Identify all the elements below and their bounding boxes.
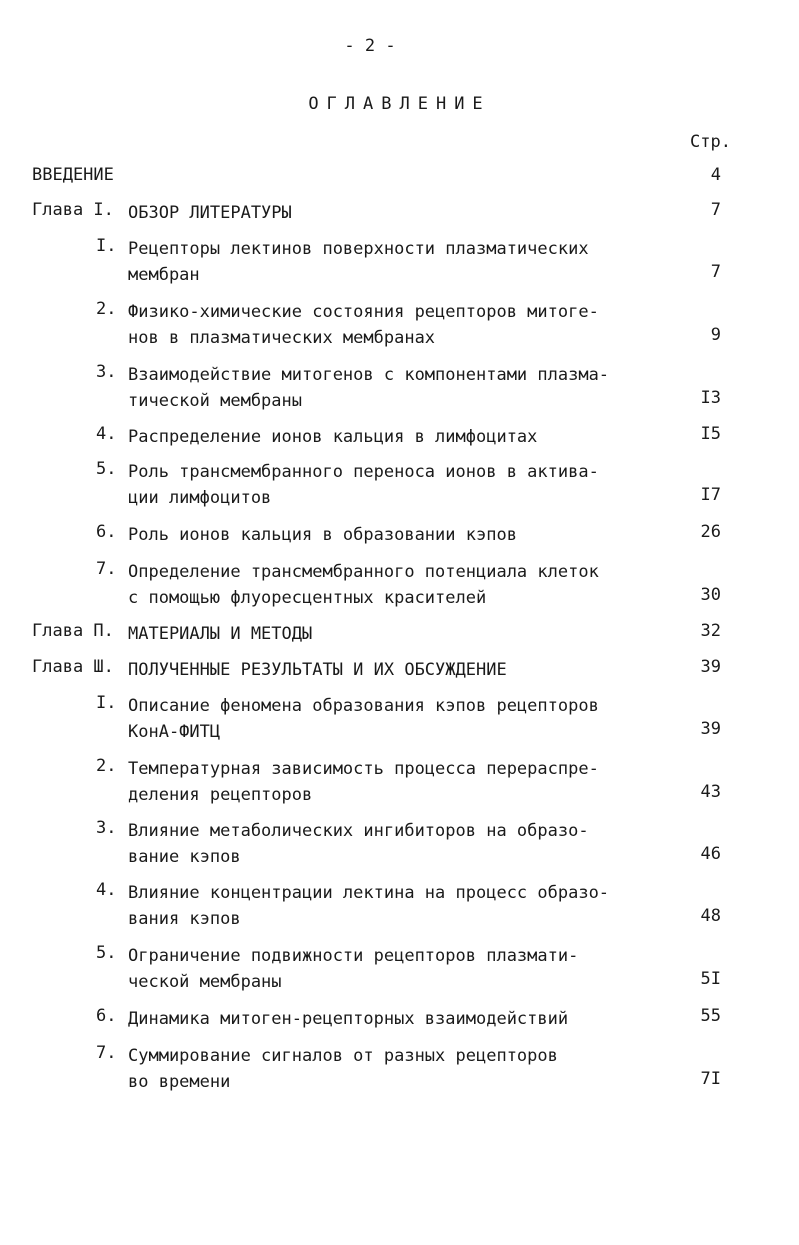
toc-page: 39 <box>700 657 721 677</box>
item-number: I. <box>96 236 117 256</box>
chapter-label: Глава Ш. <box>32 657 114 677</box>
item-text: Ограничение подвижности рецепторов плазмати- ческой мембраны <box>128 946 579 992</box>
page-title: ОГЛАВЛЕНИЕ <box>308 94 491 114</box>
item-text: Температурная зависимость процесса перераспре- деления рецепторов <box>128 759 599 805</box>
item-text: Взаимодействие митогенов с компонентами плазма- тической мембраны <box>128 365 610 411</box>
toc-page: 9 <box>710 325 721 345</box>
item-number: 5. <box>96 943 117 963</box>
item-text: Влияние метаболических ингибиторов на образо- вание кэпов <box>128 821 589 867</box>
item-number: 4. <box>96 880 117 900</box>
toc-page: 55 <box>700 1006 721 1026</box>
toc-page: 4 <box>710 165 721 185</box>
item-number: I. <box>96 693 117 713</box>
chapter-title: МАТЕРИАЛЫ И МЕТОДЫ <box>128 624 313 644</box>
item-text: Влияние концентрации лектина на процесс образо- вания кэпов <box>128 883 610 929</box>
item-text: Динамика митоген-рецепторных взаимодействий <box>128 1009 569 1029</box>
item-number: 3. <box>96 818 117 838</box>
chapter-label: Глава I. <box>32 200 114 220</box>
toc-page: 5I <box>700 969 721 989</box>
toc-page: 7 <box>710 262 721 282</box>
toc-page: I3 <box>700 388 721 408</box>
item-number: 4. <box>96 424 117 444</box>
toc-page: 43 <box>700 782 721 802</box>
toc-page: 7I <box>700 1069 721 1089</box>
item-number: 2. <box>96 756 117 776</box>
page-column-label: Стр. <box>690 132 731 152</box>
toc-page: 46 <box>700 844 721 864</box>
item-text: Определение трансмембранного потенциала клеток с помощью флуоресцентных красителей <box>128 562 599 608</box>
item-number: 2. <box>96 299 117 319</box>
toc-page: 30 <box>700 585 721 605</box>
toc-label: ВВЕДЕНИЕ <box>32 165 114 185</box>
item-number: 3. <box>96 362 117 382</box>
item-number: 6. <box>96 1006 117 1026</box>
toc-page: I7 <box>700 485 721 505</box>
toc-page: 39 <box>700 719 721 739</box>
item-number: 7. <box>96 559 117 579</box>
item-text: Роль ионов кальция в образовании кэпов <box>128 525 517 545</box>
item-number: 6. <box>96 522 117 542</box>
item-number: 7. <box>96 1043 117 1063</box>
item-text: Описание феномена образования кэпов рецепторов КонА-ФИТЦ <box>128 696 599 742</box>
item-text: Физико-химические состояния рецепторов митоге- нов в плазматических мембранах <box>128 302 599 348</box>
item-text: Суммирование сигналов от разных рецепторов во времени <box>128 1046 558 1092</box>
toc-page: 26 <box>700 522 721 542</box>
chapter-label: Глава П. <box>32 621 114 641</box>
chapter-title: ПОЛУЧЕННЫЕ РЕЗУЛЬТАТЫ И ИХ ОБСУЖДЕНИЕ <box>128 660 507 680</box>
toc-page: 48 <box>700 906 721 926</box>
item-text: Рецепторы лектинов поверхности плазматических мембран <box>128 239 589 285</box>
toc-page: 32 <box>700 621 721 641</box>
toc-page: 7 <box>710 200 721 220</box>
item-text: Распределение ионов кальция в лимфоцитах <box>128 427 538 447</box>
item-text: Роль трансмембранного переноса ионов в активa- ции лимфоцитов <box>128 462 599 508</box>
chapter-title: ОБЗОР ЛИТЕРАТУРЫ <box>128 203 292 223</box>
toc-page: I5 <box>700 424 721 444</box>
item-number: 5. <box>96 459 117 479</box>
page-number: - 2 - <box>344 36 396 56</box>
